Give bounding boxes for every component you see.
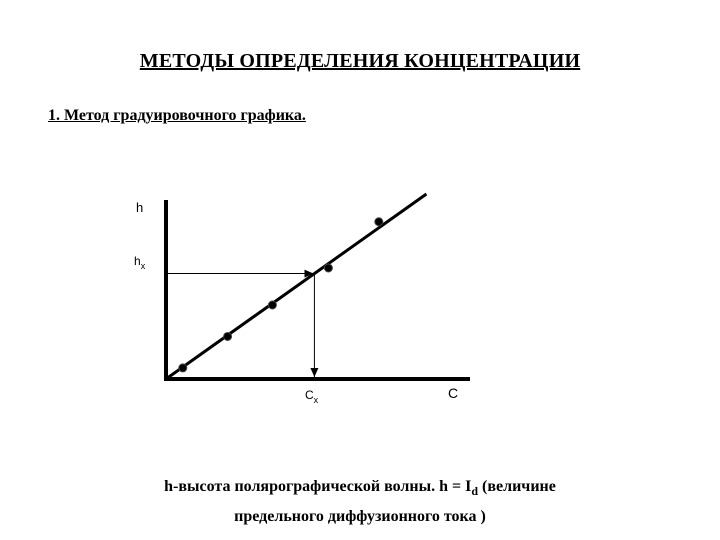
x-axis-label: C xyxy=(448,385,459,401)
slide-title: МЕТОДЫ ОПРЕДЕЛЕНИЯ КОНЦЕНТРАЦИИ xyxy=(139,50,581,72)
method-subtitle: 1. Метод градуировочного графика. xyxy=(48,107,306,124)
hx-label: $h_x$ xyxy=(134,254,146,271)
data-point xyxy=(375,218,383,226)
chart-caption xyxy=(0,472,720,531)
caption-line1-prefix: h-высота полярографической волны. h = I xyxy=(164,478,472,495)
data-point xyxy=(324,264,332,272)
y-axis-label: h xyxy=(136,200,144,215)
data-point xyxy=(179,364,187,372)
data-point xyxy=(268,301,276,309)
cx-label: $C_x$ xyxy=(305,388,319,405)
caption-line1-subscript: d xyxy=(471,484,479,498)
caption-line2: предельного диффузионного тока ) xyxy=(234,508,486,525)
caption-line1-suffix: (величине xyxy=(478,478,556,495)
chart-axes xyxy=(164,200,470,381)
data-point xyxy=(224,332,232,340)
calibration-line xyxy=(166,194,426,379)
